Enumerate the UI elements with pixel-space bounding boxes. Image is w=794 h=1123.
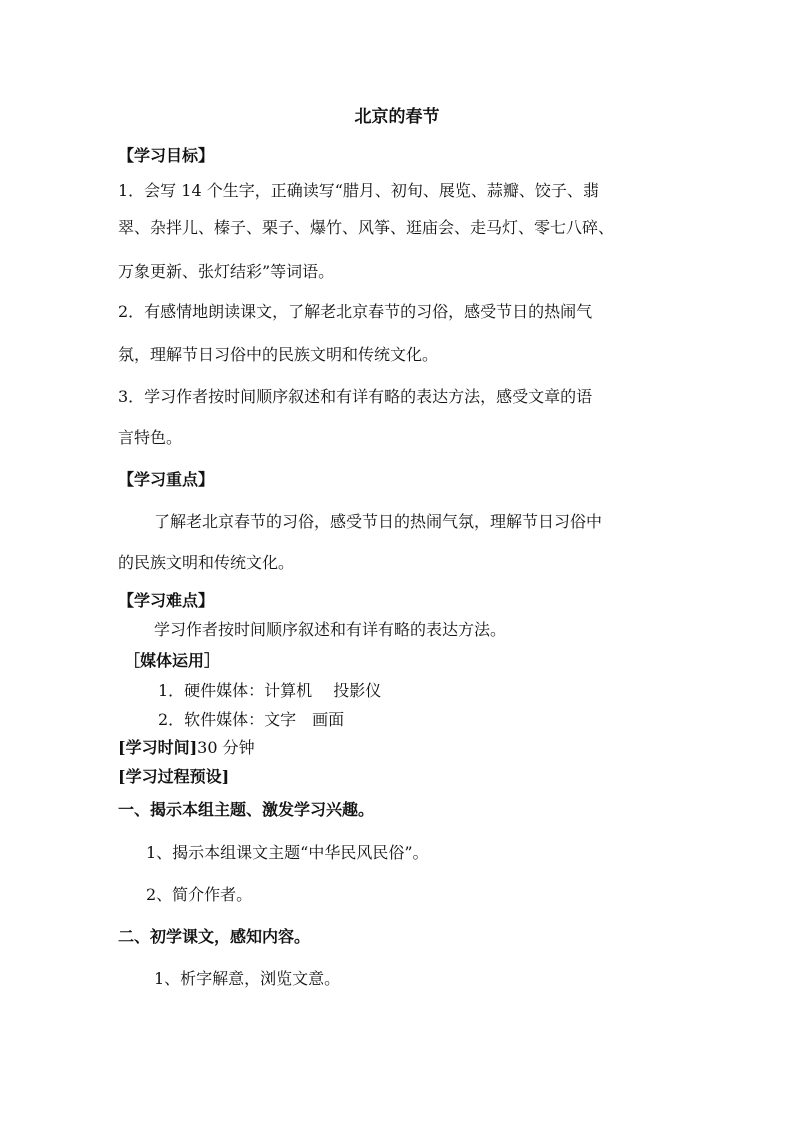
goals-item2-line1: 2．有感情地朗读课文，了解老北京春节的习俗，感受节日的热闹气	[118, 302, 593, 321]
media-heading: ［媒体运用］	[124, 651, 221, 670]
media-item2: 2．软件媒体：文字 画面	[158, 710, 345, 729]
process-heading: [学习过程预设]	[118, 767, 230, 786]
goals-item1-line3: 万象更新、张灯结彩”等词语。	[118, 262, 335, 281]
goals-item2-line2: 氛，理解节日习俗中的民族文明和传统文化。	[118, 345, 439, 364]
focus-line2: 的民族文明和传统文化。	[118, 553, 295, 572]
media-item1: 1．硬件媒体：计算机 投影仪	[158, 681, 382, 700]
time-line	[118, 737, 255, 759]
goals-item1-line2: 翠、杂拌儿、榛子、栗子、爆竹、风筝、逛庙会、走马灯、零七八碎、	[118, 218, 615, 237]
goals-item3-line2: 言特色。	[118, 428, 183, 447]
focus-line1: 了解老北京春节的习俗，感受节日的热闹气氛，理解节日习俗中	[154, 512, 603, 531]
goals-item1-line1: 1．会写 14 个生字，正确读写“腊月、初旬、展览、蒜瓣、饺子、翡	[118, 181, 599, 200]
section2-item1: 1、析字解意，浏览文意。	[154, 969, 341, 988]
section1-title: 一、揭示本组主题、激发学习兴趣。	[118, 800, 375, 819]
time-value: 30 分钟	[197, 738, 255, 757]
difficulty-heading: 【学习难点】	[118, 591, 215, 610]
goals-item3-line1: 3．学习作者按时间顺序叙述和有详有略的表达方法，感受文章的语	[118, 387, 593, 406]
focus-heading: 【学习重点】	[118, 470, 215, 489]
document-title: 北京的春节	[354, 107, 440, 127]
goals-heading: 【学习目标】	[118, 146, 215, 165]
section1-item2: 2、简介作者。	[146, 885, 253, 904]
difficulty-line1: 学习作者按时间顺序叙述和有详有略的表达方法。	[154, 620, 507, 639]
section1-item1: 1、揭示本组课文主题“中华民风民俗”。	[146, 843, 429, 862]
time-heading: [学习时间]	[118, 738, 198, 757]
section2-title: 二、初学课文，感知内容。	[118, 927, 311, 946]
